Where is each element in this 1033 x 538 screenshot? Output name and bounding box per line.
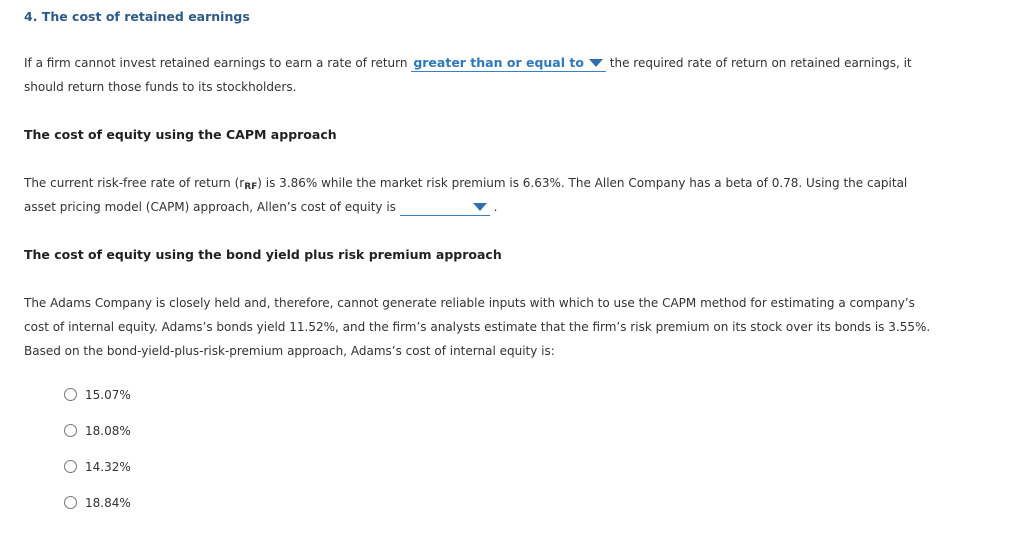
- option-label: 18.08%: [85, 424, 131, 438]
- bond-yield-paragraph: [24, 291, 984, 363]
- option-label: 14.32%: [85, 460, 131, 474]
- radio-button-icon[interactable]: [64, 496, 77, 509]
- bond-line-1: The Adams Company is closely held and, therefore, cannot generate reliable inputs with which to use the CAPM method for estimating a company’s: [24, 296, 915, 310]
- retained-earnings-paragraph: [24, 51, 984, 99]
- capm-dropdown-value: [400, 199, 424, 214]
- bond-yield-heading: The cost of equity using the bond yield plus risk premium approach: [24, 247, 502, 262]
- caret-down-icon: [589, 59, 603, 67]
- capm-line1-after: ) is 3.86% while the market risk premium is 6.63%. The Allen Company has a beta of 0.78. Using the capital: [257, 176, 908, 190]
- capm-heading: The cost of equity using the CAPM approach: [24, 127, 337, 142]
- retained-text-before: If a firm cannot invest retained earnings to earn a rate of return: [24, 56, 408, 70]
- capm-paragraph: [24, 171, 984, 219]
- capm-line-2: [24, 195, 984, 219]
- capm-line2-text: asset pricing model (CAPM) approach, Allen’s cost of equity is: [24, 200, 396, 214]
- capm-line2-end: .: [493, 200, 498, 214]
- option-label: 18.84%: [85, 496, 131, 510]
- capm-cost-of-equity-dropdown[interactable]: [400, 199, 490, 216]
- capm-line-1: [24, 171, 984, 195]
- bond-line-2: cost of internal equity. Adams’s bonds yield 11.52%, and the firm’s analysts estimate that the firm’s risk premium on its stock over its bonds is 3.55%.: [24, 320, 931, 334]
- radio-button-icon[interactable]: [64, 460, 77, 473]
- caret-down-icon: [473, 203, 487, 211]
- bond-line-3: Based on the bond-yield-plus-risk-premium approach, Adams’s cost of internal equity is:: [24, 344, 555, 358]
- radio-button-icon[interactable]: [64, 388, 77, 401]
- return-comparison-dropdown[interactable]: [411, 55, 606, 72]
- retained-text-after: the required rate of return on retained earnings, it: [609, 56, 912, 70]
- retained-line-2: should return those funds to its stockholders.: [24, 80, 297, 94]
- return-comparison-dropdown-value: greater than or equal to: [413, 55, 584, 70]
- option-label: 15.07%: [85, 388, 131, 402]
- question-title: 4. The cost of retained earnings: [24, 9, 250, 24]
- radio-button-icon[interactable]: [64, 424, 77, 437]
- retained-line-1: [24, 51, 984, 75]
- capm-line1-before: The current risk-free rate of return (r: [24, 176, 245, 190]
- rf-subscript: RF: [244, 182, 258, 192]
